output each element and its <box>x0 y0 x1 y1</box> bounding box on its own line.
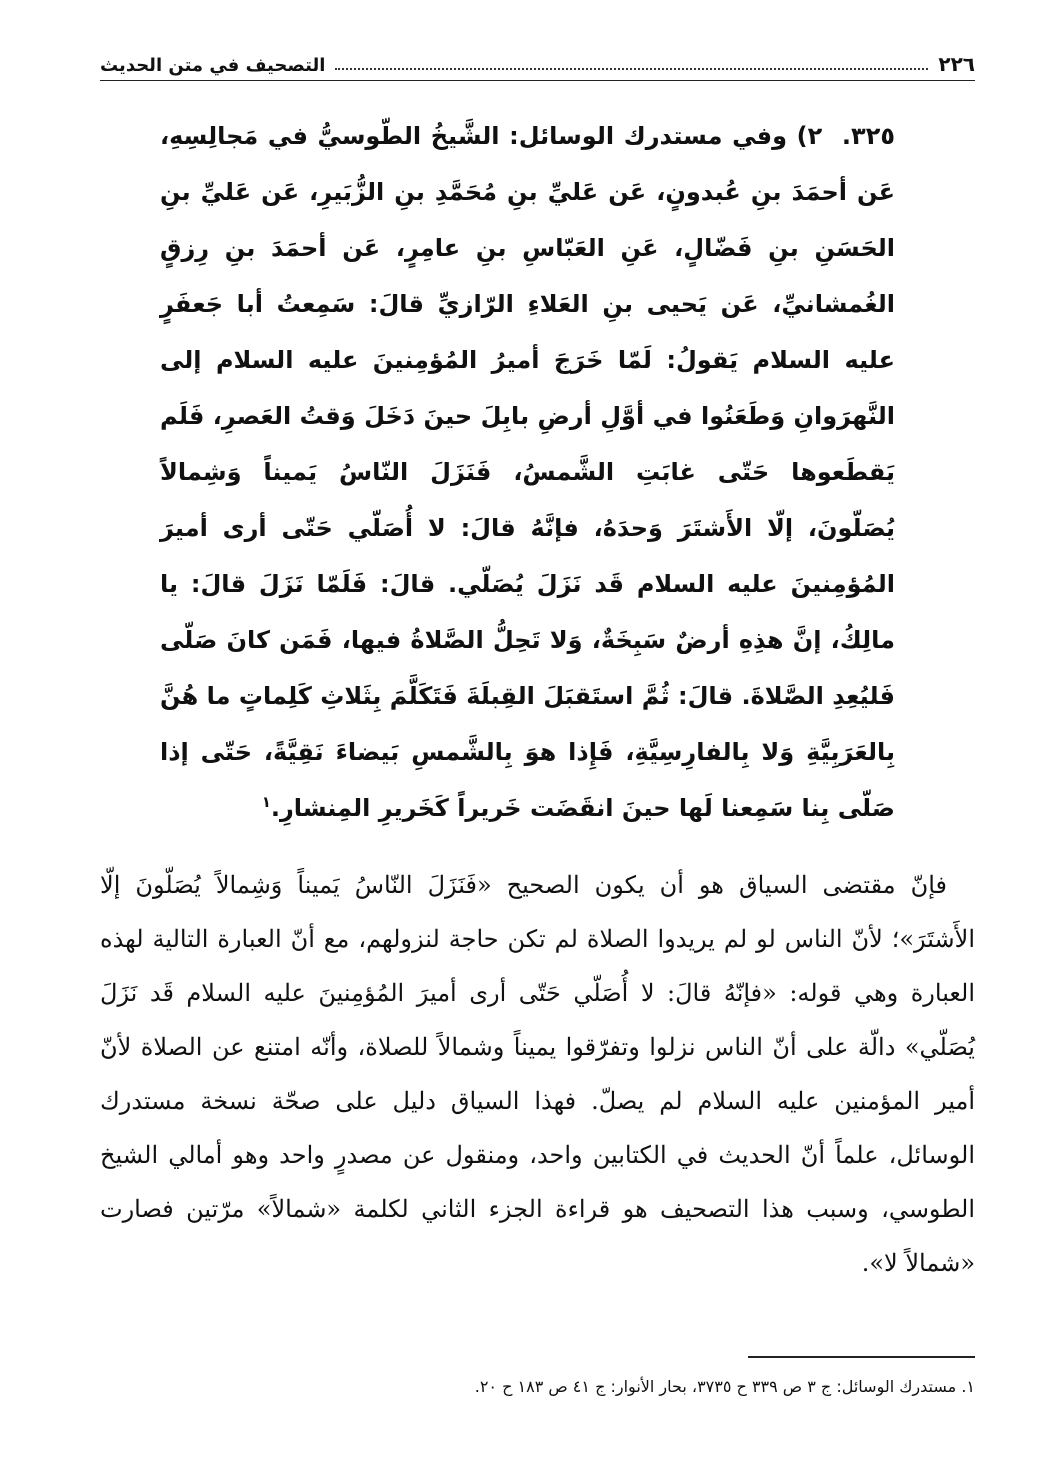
footnote: ١. مستدرك الوسائل: ج ٣ ص ٣٣٩ ح ٣٧٣٥، بحار الأنوار: ج ٤١ ص ١٨٣ ح ٢٠. <box>474 1377 975 1396</box>
running-title: التصحيف في متن الحديث <box>100 55 326 76</box>
footnote-marker[interactable]: ١ <box>261 793 271 811</box>
commentary-paragraph: فإنّ مقتضى السياق هو أن يكون الصحيح «فَنَزَلَ النّاسُ يَميناً وَشِمالاً يُصَلّونَ إلّا الأَشتَرَ»؛ لأنّ الناس لو لم يريدوا الصلاة لم تكن حاجة لنزولهم، مع أنّ العبارة التالية لهذه العبارة وهي قوله: «فإنّهُ قالَ: لا أُصَلّي حَتّى أرى أميرَ المُؤمِنينَ عليه السلام قَد نَزَلَ يُصَلّي» دالّة على أنّ الناس نزلوا وتفرّقوا يميناً وشمالاً للصلاة، وأنّه امتنع عن الصلاة لأنّ أمير المؤمنين عليه السلام لم يصلّ. فهذا السياق دليل على صحّة نسخة مستدرك الوسائل، علماً أنّ الحديث في الكتابين واحد، ومنقول عن مصدرٍ واحد وهو أمالي الشيخ الطوسي، وسبب هذا التصحيف هو قراءة الجزء الثاني لكلمة «شمالاً» مرّتين فصارت «شمالاً لا». <box>100 871 975 1277</box>
hadith-block <box>160 108 895 836</box>
hadith-text: ٢) وفي مستدرك الوسائل: الشَّيخُ الطّوسيُّ في مَجالِسِهِ، عَن أحمَدَ بنِ عُبدونٍ، عَن عَليِّ بنِ مُحَمَّدِ بنِ الزُّبَيرِ، عَن عَليِّ بنِ الحَسَنِ بنِ فَضّالٍ، عَنِ العَبّاسِ بنِ عامِرٍ، عَن أحمَدَ بنِ رِزقٍ الغُمشانيِّ، عَن يَحيى بنِ العَلاءِ الرّازيِّ قالَ: سَمِعتُ أبا جَعفَرٍ عليه السلام يَقولُ: لَمّا خَرَجَ أميرُ المُؤمِنينَ عليه السلام إلى النَّهرَوانِ وَطَعَنُوا في أوَّلِ أرضِ بابِلَ حينَ دَخَلَ وَقتُ العَصرِ، فَلَم يَقطَعوها حَتّى غابَتِ الشَّمسُ، فَنَزَلَ النّاسُ يَميناً وَشِمالاً يُصَلّونَ، إلّا الأَشتَرَ وَحدَهُ، فإنَّهُ قالَ: لا أُصَلّي حَتّى أرى أميرَ المُؤمِنينَ عليه السلام قَد نَزَلَ يُصَلّي. قالَ: فَلَمّا نَزَلَ قالَ: يا مالِكُ، إنَّ هذِهِ أرضٌ سَبِخَةٌ، وَلا تَحِلُّ الصَّلاةُ فيها، فَمَن كانَ صَلّى فَليُعِدِ الصَّلاةَ. قالَ: ثُمَّ استَقبَلَ القِبلَةَ فَتَكَلَّمَ بِثَلاثِ كَلِماتٍ ما هُنَّ بِالعَرَبِيَّةِ وَلا بِالفارِسِيَّةِ، فَإِذا هوَ بِالشَّمسِ بَيضاءَ نَقِيَّةً، حَتّى إذا صَلّى بِنا سَمِعنا لَها حينَ انقَضَت خَريراً كَخَريرِ المِنشارِ. <box>160 122 895 822</box>
page-number: ٢٢٦ <box>938 52 975 76</box>
footnote-divider <box>748 1356 975 1358</box>
commentary-block <box>100 858 975 1290</box>
header-dot-leader <box>335 67 928 70</box>
hadith-number: ٣٢٥. <box>841 122 895 150</box>
page-header <box>100 36 975 81</box>
